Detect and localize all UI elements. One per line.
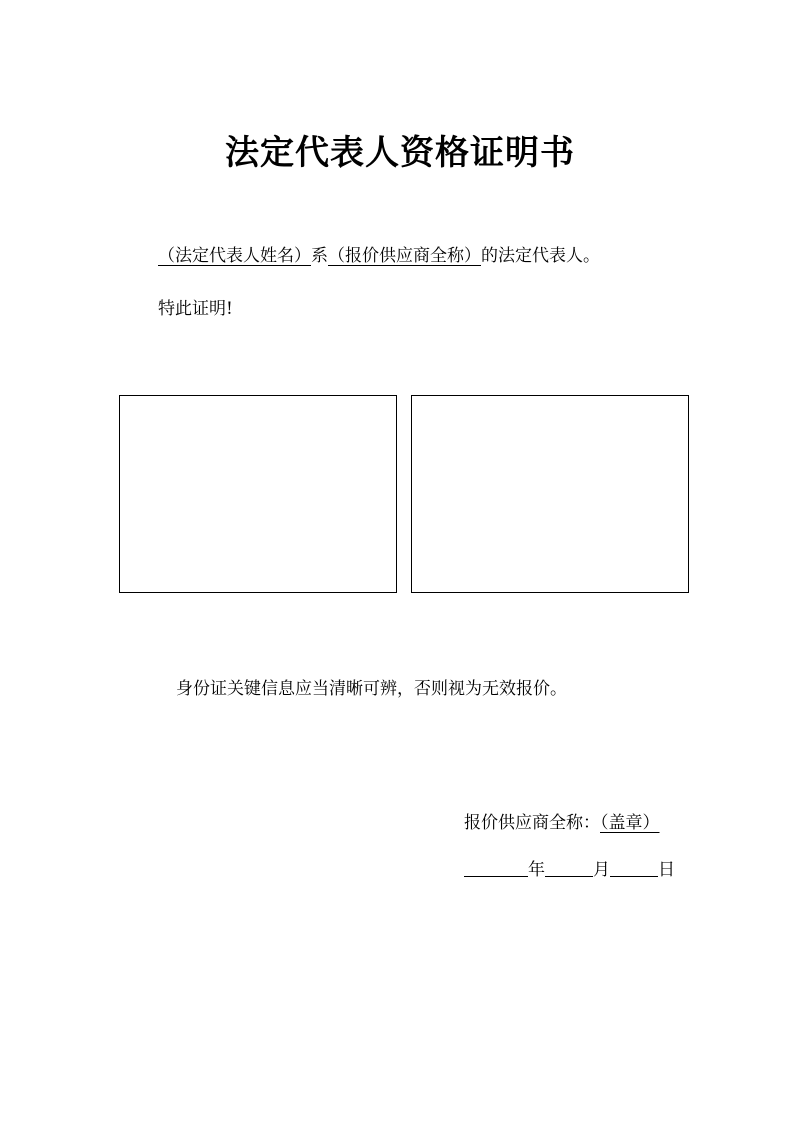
month-label: 月	[593, 860, 610, 880]
id-notice-text: 身份证关键信息应当清晰可辨，否则视为无效报价。	[176, 679, 567, 699]
certify-text: 特此证明!	[158, 299, 233, 319]
id-card-back-box[interactable]	[411, 395, 689, 593]
id-card-front-box[interactable]	[119, 395, 397, 593]
document-title: 法定代表人资格证明书	[225, 133, 575, 173]
day-label: 日	[658, 860, 675, 880]
year-blank[interactable]	[464, 856, 528, 877]
year-label: 年	[528, 860, 545, 880]
signature-line	[464, 810, 660, 836]
statement-connector: 系	[311, 246, 328, 266]
representative-name-field[interactable]: （法定代表人姓名）	[158, 246, 311, 266]
statement-suffix: 的法定代表人。	[481, 246, 600, 266]
month-blank[interactable]	[545, 856, 593, 877]
day-blank[interactable]	[610, 856, 658, 877]
supplier-name-field[interactable]: （报价供应商全称）	[328, 246, 481, 266]
seal-field[interactable]: （盖章）	[600, 813, 660, 833]
date-line	[464, 856, 675, 883]
statement-line	[158, 243, 600, 269]
signature-label: 报价供应商全称：	[464, 813, 600, 833]
